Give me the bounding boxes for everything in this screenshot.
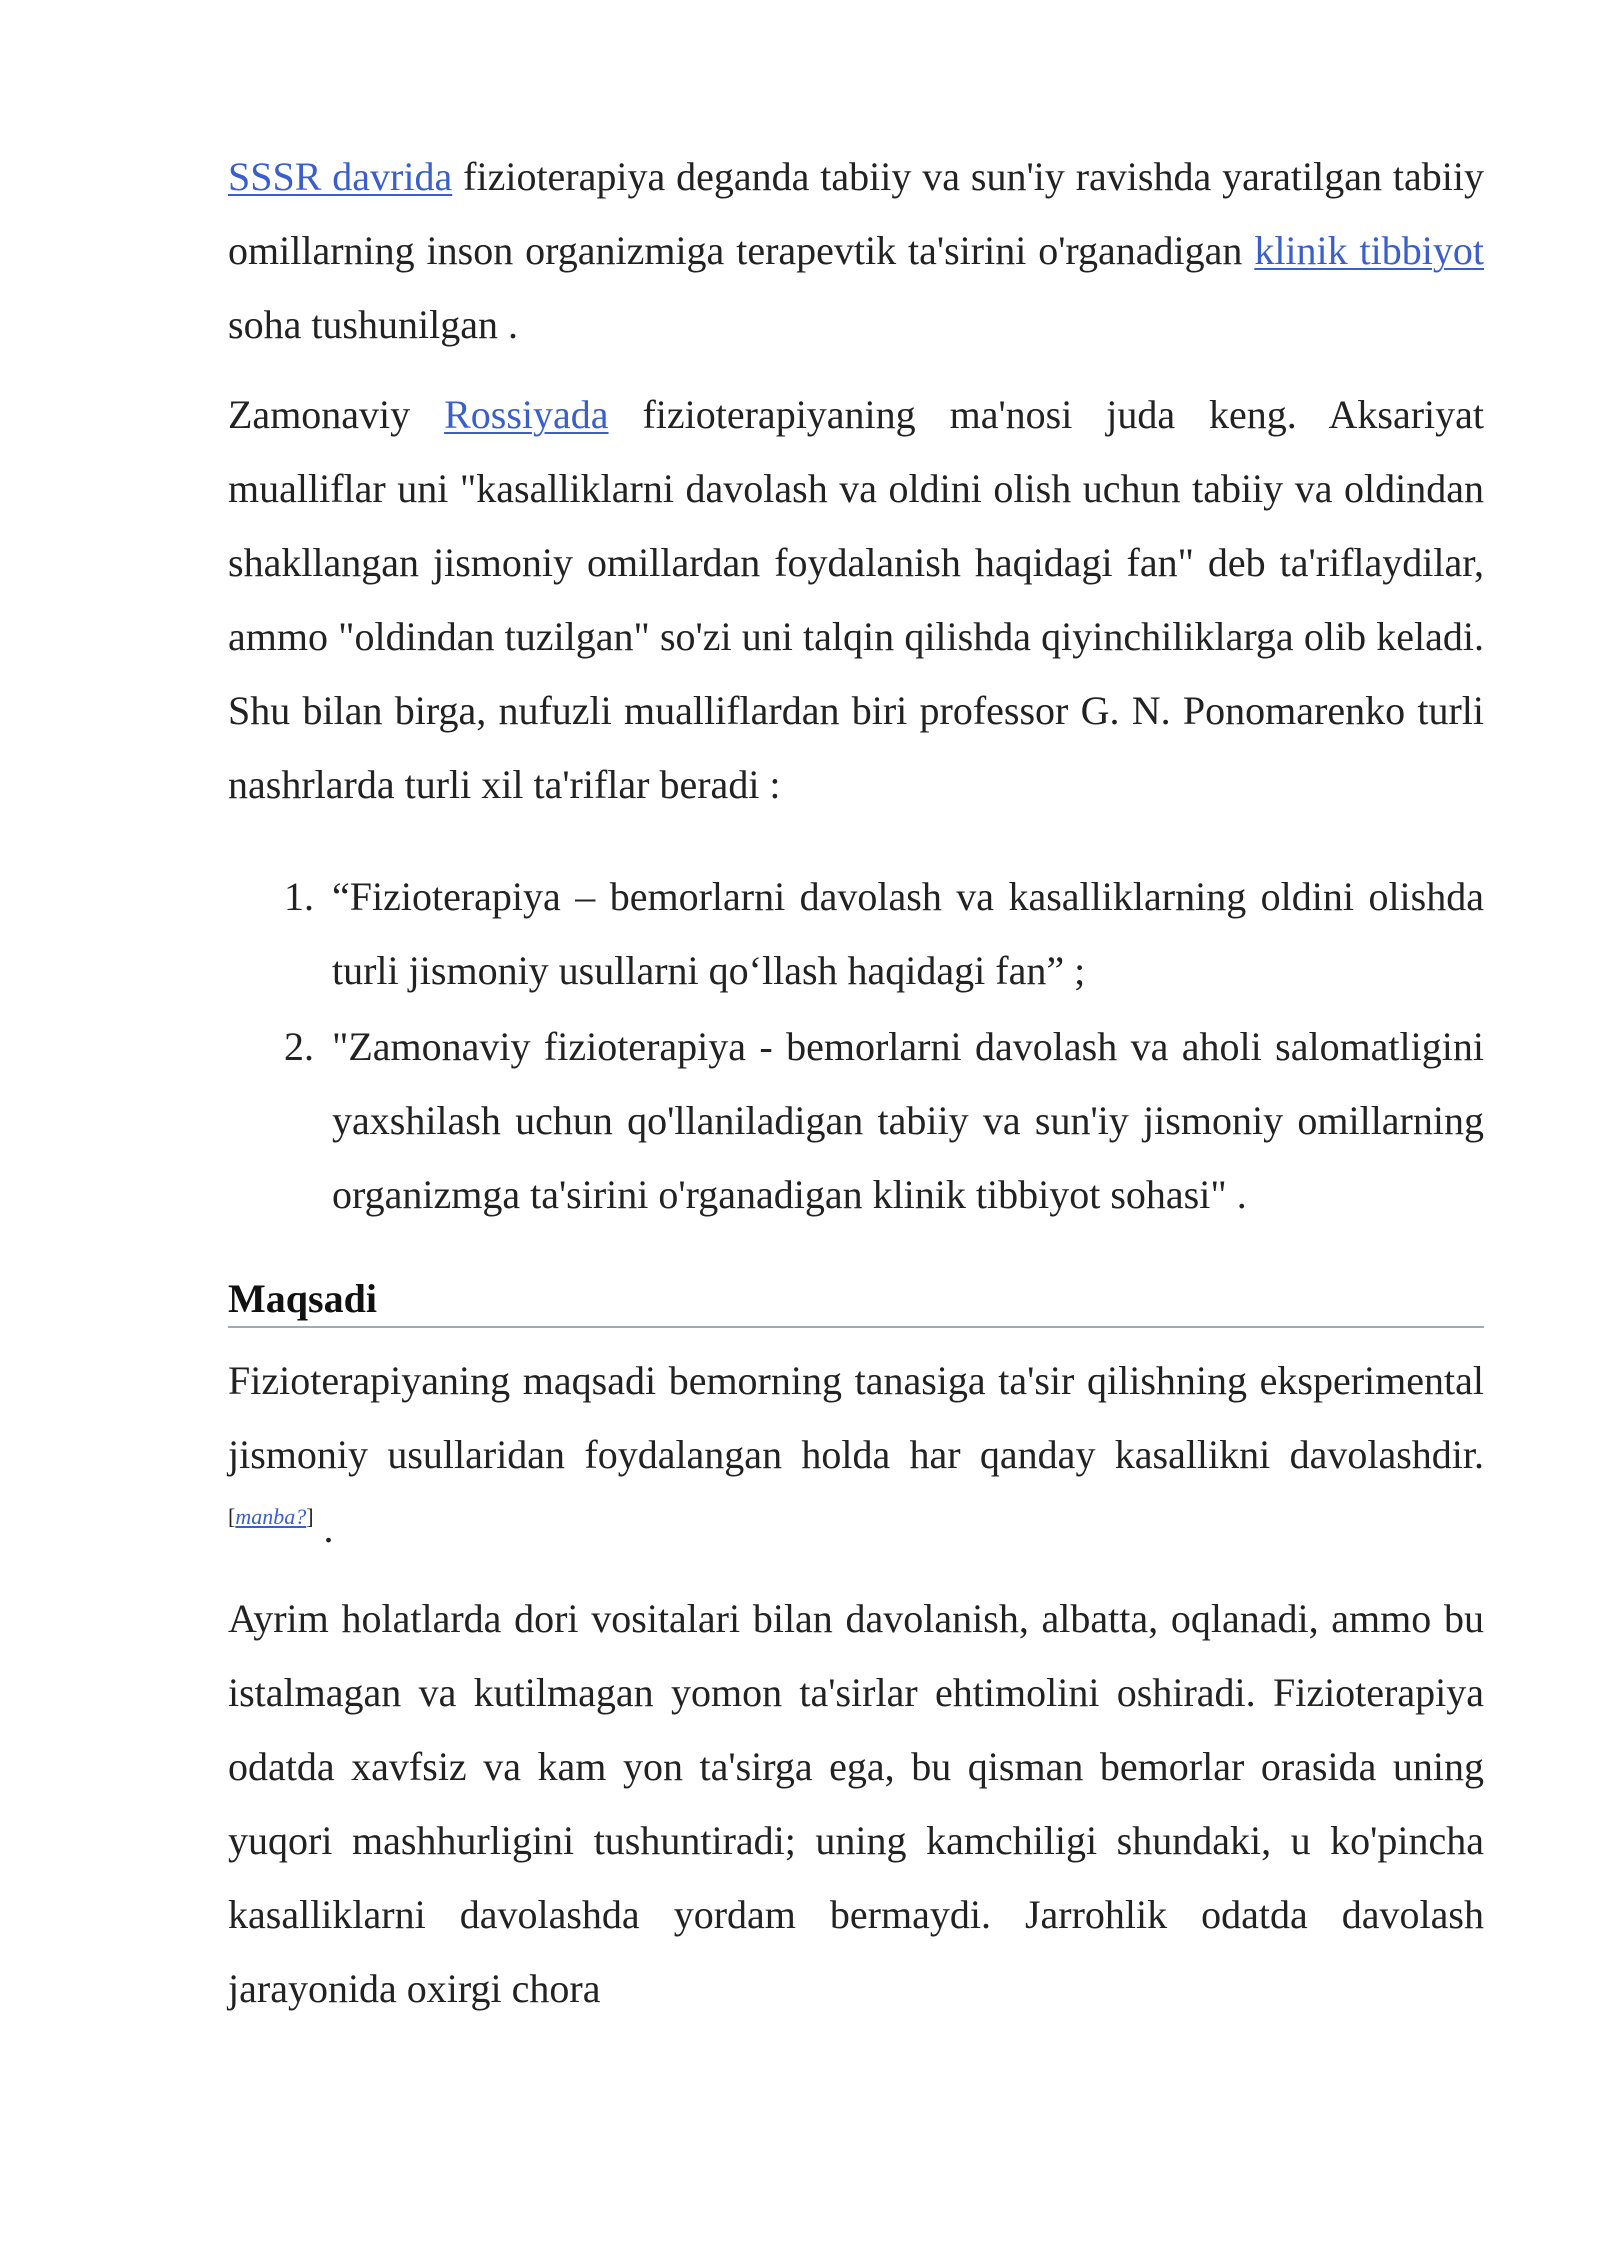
link-klinik-tibbiyot[interactable]: klinik tibbiyot <box>1254 228 1485 273</box>
list-item-text: “Fizioterapiya – bemorlarni davolash va kasalliklarning oldini olishda turli jismoniy usullarni qo‘llash haqidagi fan” ; <box>332 874 1484 993</box>
link-rossiyada[interactable]: Rossiyada <box>444 392 609 437</box>
list-item <box>284 860 1484 1008</box>
definitions-list <box>228 860 1484 1232</box>
ref-bracket-close: ] <box>306 1504 314 1529</box>
paragraph-sssr-definition <box>228 140 1484 362</box>
document-page <box>228 140 1484 2042</box>
link-sssr-davrida[interactable]: SSSR davrida <box>228 154 453 199</box>
paragraph-modern-russia <box>228 378 1484 822</box>
paragraph-text: Fizioterapiyaning maqsadi bemorning tanasiga ta'sir qilishning eksperimental jismoniy usullaridan foydalangan holda har qanday kasallikni davolashdir. <box>228 1358 1484 1477</box>
paragraph-text: Ayrim holatlarda dori vositalari bilan davolanish, albatta, oqlanadi, ammo bu istalmagan va kutilmagan yomon ta'sirlar ehtimolini oshiradi. Fizioterapiya odatda xavfsiz va kam yon ta'sirga ega, bu qisman bemorlar orasida uning yuqori mashhurligini tushuntiradi; uning kamchiligi shundaki, u ko'pincha kasalliklarni davolashda yordam bermaydi. Jarrohlik odatda davolash jarayonida oxirgi chora <box>228 1596 1484 2011</box>
paragraph-text: . <box>313 1506 334 1551</box>
paragraph-text: fizioterapiya deganda tabiiy va sun'iy ravishda yaratilgan tabiiy omillarning inson organizmiga terapevtik ta'sirini o'rganadigan <box>228 154 1484 273</box>
list-item <box>284 1010 1484 1232</box>
paragraph-text: Zamonaviy <box>228 392 445 437</box>
list-number: 1. <box>284 874 314 919</box>
citation-needed <box>228 1504 314 1529</box>
paragraph-text: fizioterapiyaning ma'nosi juda keng. Aksariyat mualliflar uni "kasalliklarni davolash va oldini olish uchun tabiiy va oldindan shakllangan jismoniy omillardan foydalanish haqidagi fan" deb ta'riflaydilar, ammo "oldindan tuzilgan" so'zi uni talqin qilishda qiyinchiliklarga olib keladi. Shu bilan birga, nufuzli mualliflardan biri professor G. N. Ponomarenko turli nashrlarda turli xil ta'riflar beradi : <box>228 392 1484 807</box>
paragraph-text: soha tushunilgan . <box>228 302 518 347</box>
link-manba[interactable]: manba? <box>235 1504 307 1529</box>
section-heading-maqsadi: Maqsadi <box>228 1274 1484 1328</box>
list-item-text: "Zamonaviy fizioterapiya - bemorlarni davolash va aholi salomatligini yaxshilash uchun qo'llaniladigan tabiiy va sun'iy jismoniy omillarning organizmga ta'sirini o'rganadigan klinik tibbiyot sohasi" . <box>332 1024 1484 1217</box>
ref-bracket-open: [ <box>228 1504 236 1529</box>
paragraph-purpose <box>228 1344 1484 1566</box>
paragraph-medication <box>228 1582 1484 2026</box>
list-number: 2. <box>284 1024 314 1069</box>
